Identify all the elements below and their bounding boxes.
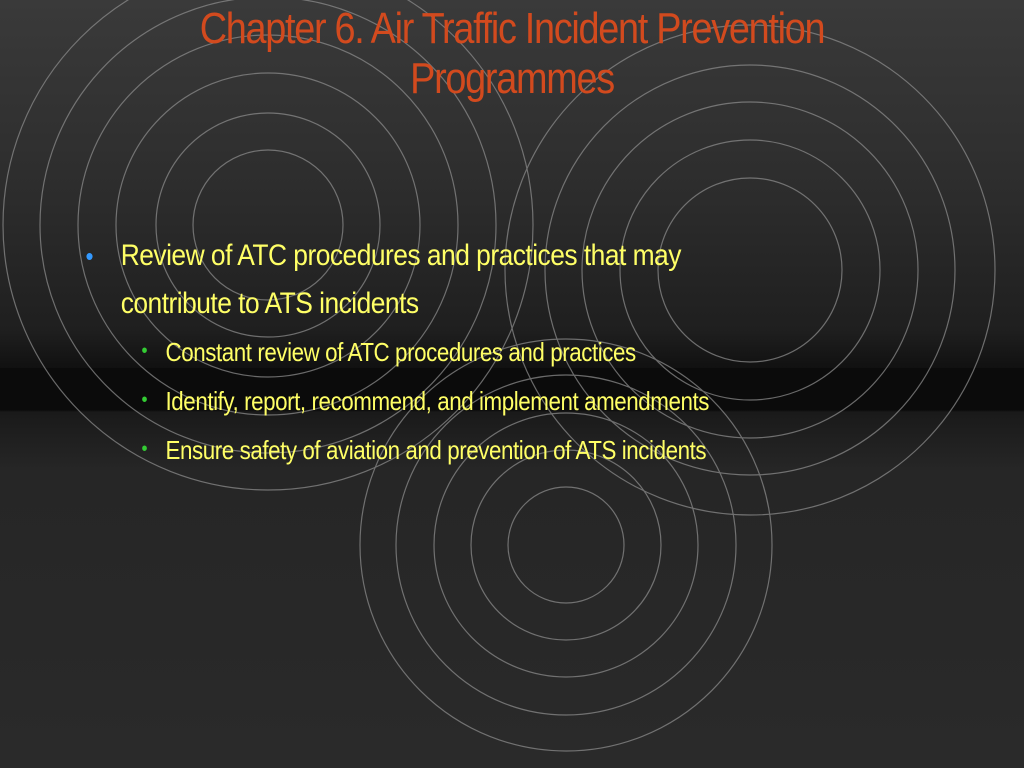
sub-bullet-text: Identify, report, recommend, and implement amendments	[165, 386, 710, 416]
bullet-item	[82, 232, 913, 328]
sub-bullet-text: Ensure safety of aviation and prevention of ATS incidents	[165, 435, 707, 465]
sub-bullet-text: Constant review of ATC procedures and practices	[165, 337, 636, 367]
slide-title	[106, 4, 918, 104]
sub-bullet-list	[82, 328, 932, 475]
sub-bullet-item	[138, 426, 940, 475]
sub-bullet-dot-icon: •	[141, 438, 148, 460]
sub-bullet-item	[138, 328, 940, 377]
slide-title-line-2: Programmes	[410, 54, 614, 103]
slide-title-line-1: Chapter 6. Air Traffic Incident Prevention	[199, 4, 825, 53]
sub-bullet-item	[138, 377, 940, 426]
bullet-text-line-2: contribute to ATS incidents	[120, 287, 419, 320]
bullet-dot-icon: •	[85, 241, 94, 271]
bullet-text-line-1: Review of ATC procedures and practices that may	[120, 239, 681, 272]
slide-body	[82, 232, 932, 475]
sub-bullet-dot-icon: •	[141, 340, 148, 362]
sub-bullet-dot-icon: •	[141, 389, 148, 411]
